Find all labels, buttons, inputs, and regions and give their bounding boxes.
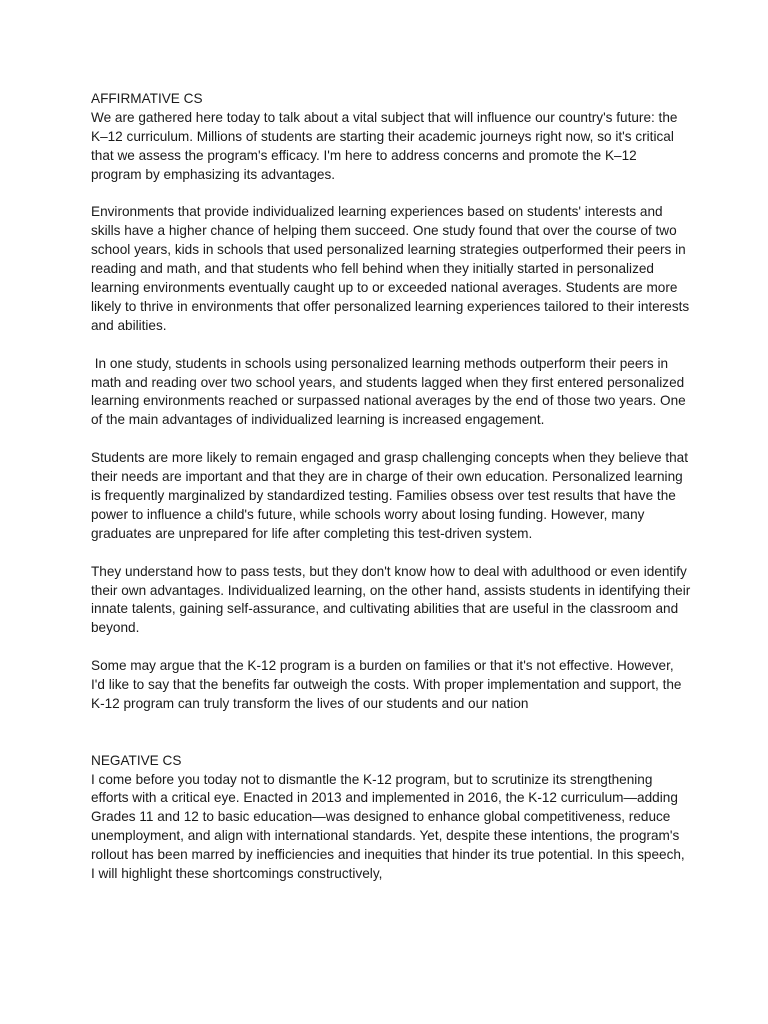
affirmative-paragraph-6: Some may argue that the K-12 program is a burden on families or that it's not effective. However, I'd like to say that the benefits far outweigh the costs. With proper implementation and support, the K-12 program can truly transform the lives of our students and our nation [91, 658, 686, 711]
affirmative-paragraph-3: In one study, students in schools using personalized learning methods outperform their peers in math and reading over two school years, and students lagged when they first entered personalized learning environments reached or surpassed national averages by the end of those two years. One of the main advantages of individualized learning is increased engagement. [91, 355, 690, 428]
affirmative-paragraph-2: Environments that provide individualized learning experiences based on students' interests and skills have a higher chance of helping them succeed. One study found that over the course of two school years, kids in schools that used personalized learning strategies outperformed their peers in reading and math, and that students who fell behind when they initially started in personalized learning environments eventually caught up to or exceeded national averages. Students are more likely to thrive in environments that offer personalized learning experiences tailored to their interests and abilities. [91, 204, 693, 333]
affirmative-paragraph-1: We are gathered here today to talk about a vital subject that will influence our country's future: the K–12 curriculum. Millions of students are starting their academic journeys right now, so it's critical that we assess the program's efficacy. I'm here to address concerns and promote the K–12 program by emphasizing its advantages. [91, 109, 682, 182]
negative-heading: NEGATIVE CS [91, 752, 182, 768]
affirmative-heading: AFFIRMATIVE CS [91, 91, 203, 106]
affirmative-paragraph-5: They understand how to pass tests, but they don't know how to deal with adulthood or even identify their own advantages. Individualized learning, on the other hand, assists students in identifying their innate talents, gaining self-assurance, and cultivating abilities that are useful in the classroom and beyond. [91, 563, 695, 636]
negative-paragraph-1: I come before you today not to dismantle the K-12 program, but to scrutinize its strengthening efforts with a critical eye. Enacted in 2013 and implemented in 2016, the K-12 curriculum—adding Grades 11 and 12 to basic education—was designed to enhance global competitiveness, reduce unemployment, and align with international standards. Yet, despite these intentions, the program's rollout has been marred by inefficiencies and inequities that hinder its true potential. In this speech, I will highlight these shortcomings constructively, [91, 771, 689, 882]
section-divider [91, 733, 691, 752]
affirmative-paragraph-4: Students are more likely to remain engaged and grasp challenging concepts when they believe that their needs are important and that they are in charge of their own education. Personalized learning is frequently marginalized by standardized testing. Families obsess over test results that have the power to influence a child's future, while schools worry about losing funding. However, many graduates are unprepared for life after completing this test-driven system. [91, 450, 692, 541]
document-page [91, 90, 695, 903]
